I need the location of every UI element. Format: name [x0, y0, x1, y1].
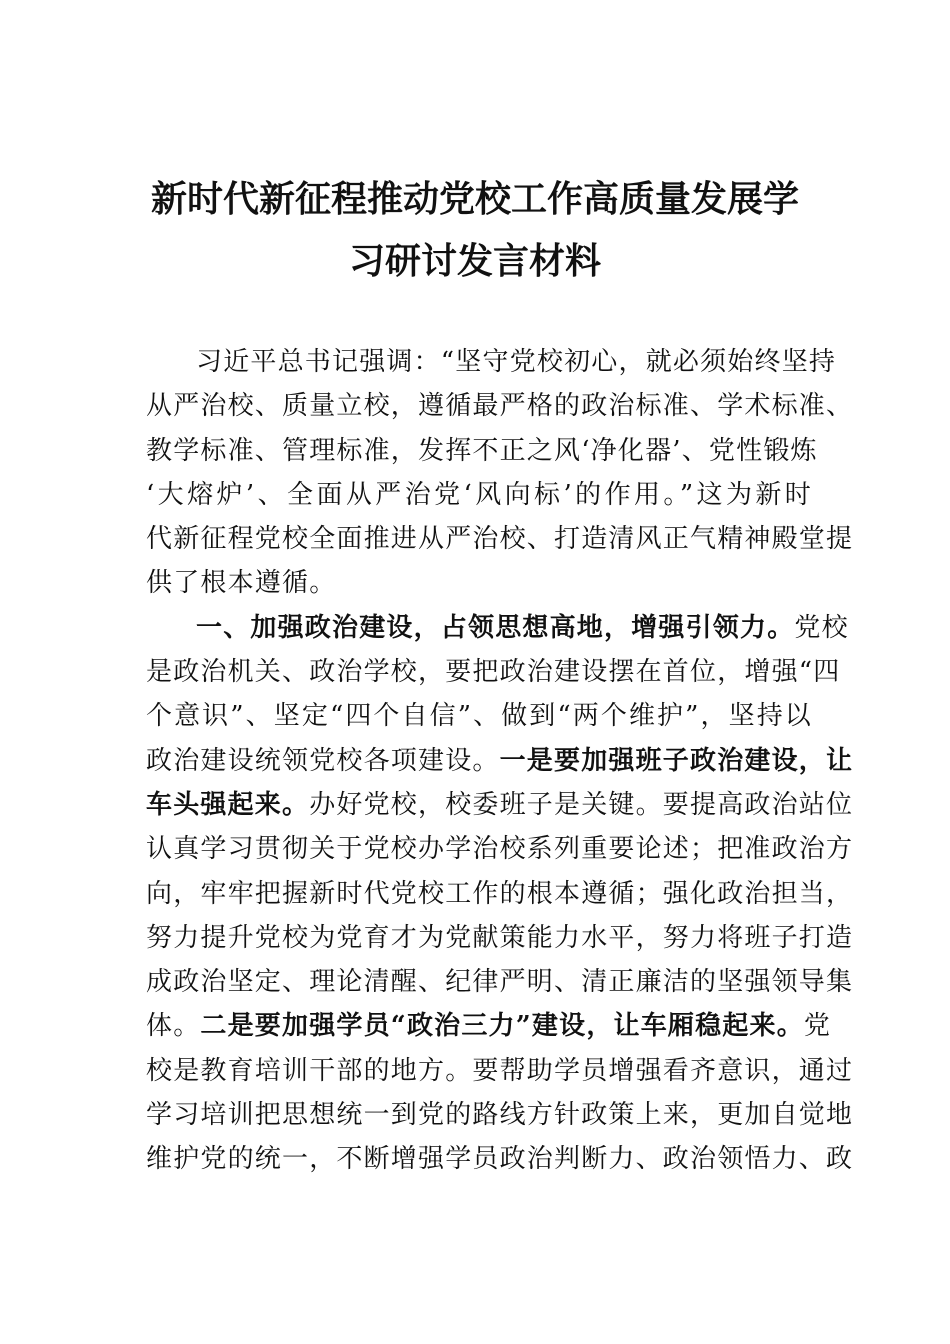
subpoint-heading-1: 一是要加强班子政治建设，让 [499, 745, 854, 776]
text-line: 供了根本遵循。 [146, 568, 337, 599]
text-run: 党校 [794, 612, 849, 643]
text-line: 维护党的统一，不断增强学员政治判断力、政治领悟力、政 [146, 1144, 854, 1175]
text-run: 办好党校，校委班子是关键。要提高政治站位 [309, 789, 854, 820]
text-line [146, 739, 854, 783]
subpoint-heading-2: 二是要加强学员“政治三力”建设，让车厢稳起来。 [200, 1011, 804, 1042]
text-line: ‘大熔炉’、全面从严治党‘风向标’的作用。”这为新时 [146, 479, 812, 510]
text-line: 向，牢牢把握新时代党校工作的根本遵循；强化政治担当， [146, 878, 854, 909]
text-line: 代新征程党校全面推进从严治校、打造清风正气精神殿堂提 [146, 524, 854, 555]
text-line [146, 606, 849, 650]
document-title [130, 168, 820, 292]
document-body [146, 340, 854, 1182]
text-line [146, 783, 854, 827]
text-line: 习近平总书记强调：“坚守党校初心，就必须始终坚持 [196, 347, 837, 377]
text-run: 党 [803, 1011, 832, 1042]
text-line: 教学标准、管理标准，发挥不正之风‘净化器’、党性锻炼 [146, 435, 818, 466]
section-heading: 一、加强政治建设，占领思想高地，增强引领力。 [196, 612, 795, 643]
title-line-2: 习研讨发言材料 [348, 240, 601, 282]
text-line: 努力提升党校为党育才为党献策能力水平，努力将班子打造 [146, 922, 854, 953]
text-run: 体。 [146, 1011, 201, 1042]
paragraph-intro [146, 340, 854, 606]
text-line: 成政治坚定、理论清醒、纪律严明、清正廉洁的坚强领导集 [146, 967, 854, 998]
text-line: 个意识”、坚定“四个自信”、做到“两个维护”，坚持以 [146, 701, 812, 732]
text-run: 政治建设统领党校各项建设。 [146, 745, 500, 776]
text-line: 认真学习贯彻关于党校办学治校系列重要论述；把准政治方 [146, 834, 854, 865]
paragraph-section-one [146, 606, 854, 1182]
text-line [146, 1004, 832, 1048]
title-line-1: 新时代新征程推动党校工作高质量发展学 [150, 178, 799, 220]
text-line: 从严治校、质量立校，遵循最严格的政治标准、学术标准、 [146, 391, 854, 422]
text-line: 学习培训把思想统一到党的路线方针政策上来，更加自觉地 [146, 1100, 854, 1131]
text-line: 是政治机关、政治学校，要把政治建设摆在首位，增强“四 [146, 657, 841, 688]
subpoint-heading-1-cont: 车头强起来。 [146, 789, 310, 820]
text-line: 校是教育培训干部的地方。要帮助学员增强看齐意识，通过 [146, 1055, 854, 1086]
